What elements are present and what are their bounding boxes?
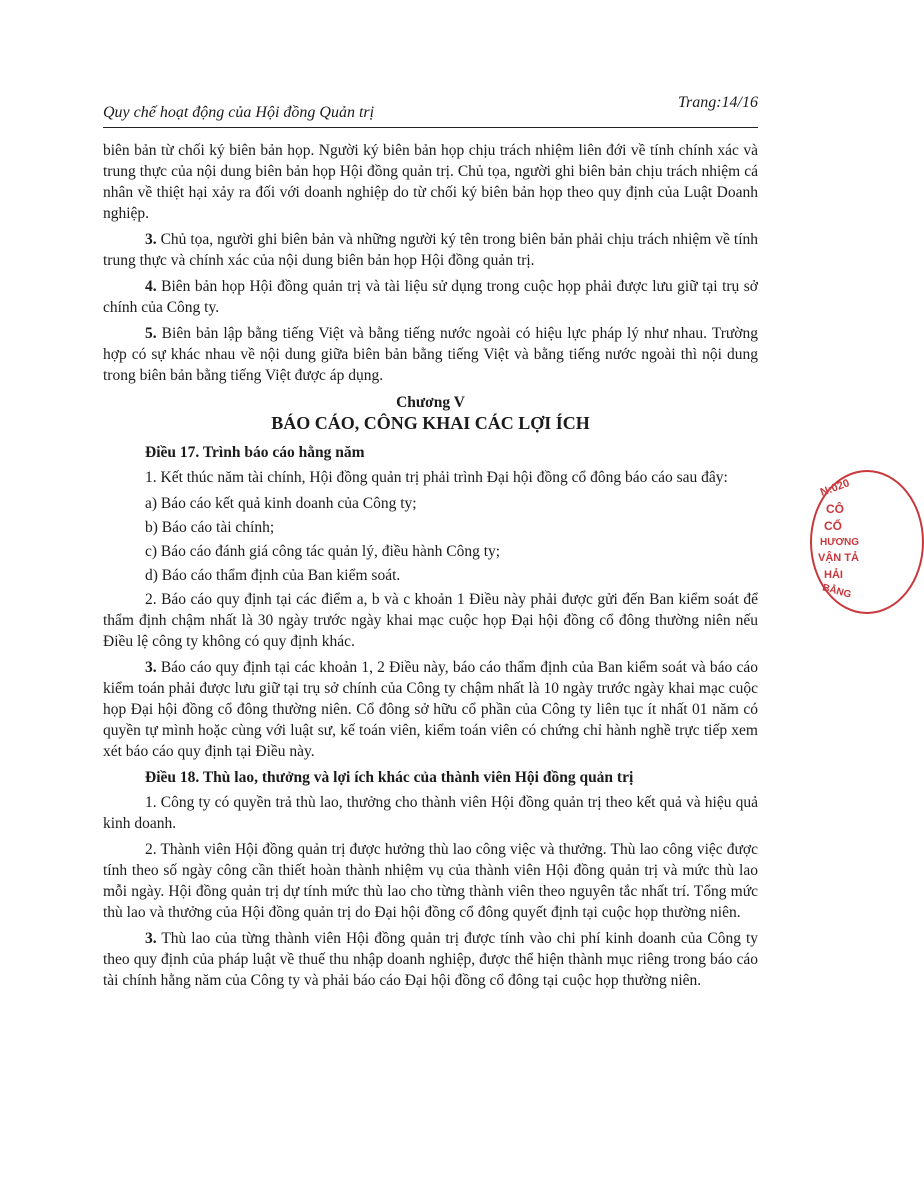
paragraph-5 (103, 323, 758, 386)
clause-text: Kết thúc năm tài chính, Hội đồng quản trị phải trình Đại hội đồng cổ đông báo cáo sau đây: (160, 469, 728, 486)
clause-number: 3. (145, 231, 157, 248)
clause-text: Biên bản họp Hội đồng quản trị và tài liệu sử dụng trong cuộc họp phải được lưu giữ tại trụ sở chính của Công ty. (103, 278, 758, 316)
clause-number: 3. (145, 659, 157, 676)
chapter-label: Chương V (396, 394, 465, 411)
company-seal-stamp (810, 470, 924, 614)
stamp-text: N:020 (818, 477, 852, 499)
article-18-title: Điều 18. Thù lao, thưởng và lợi ích khác của thành viên Hội đồng quản trị (145, 769, 634, 786)
document-body (103, 140, 758, 996)
stamp-text: CÔ (826, 502, 844, 516)
article-18-clause-1 (103, 792, 758, 834)
clause-text: Biên bản lập bằng tiếng Việt và bằng tiếng nước ngoài có hiệu lực pháp lý như nhau. Trường hợp có sự khác nhau về nội dung giữa biên bản bằng tiếng Việt và bằng tiếng nước ngoài thì nội dung trong biên bản bằng tiếng Việt được áp dụng. (103, 325, 758, 384)
article-17-clause-3 (103, 657, 758, 762)
clause-text: Thành viên Hội đồng quản trị được hưởng thù lao công việc và thưởng. Thù lao công việc được tính theo số ngày công cần thiết hoàn thành nhiệm vụ của thành viên Hội đồng quản trị và mức thù lao mỗi ngày. Hội đồng quản trị dự tính mức thù lao cho từng thành viên theo nguyên tắc nhất trí. Tổng mức thù lao và thưởng của Hội đồng quản trị do Đại hội đồng cổ đông quyết định tại cuộc họp thường niên. (103, 841, 758, 921)
stamp-text: BẰNG (821, 582, 853, 601)
clause-text: Báo cáo quy định tại các điểm a, b và c khoản 1 Điều này phải được gửi đến Ban kiểm soát để thẩm định chậm nhất là 30 ngày trước ngày khai mạc cuộc họp Đại hội đồng cổ đông thường niên nếu Điều lệ công ty không có quy định khác. (103, 591, 759, 650)
clause-number: 3. (145, 930, 157, 947)
clause-text: Công ty có quyền trả thù lao, thưởng cho thành viên Hội đồng quản trị theo kết quả và hiệu quả kinh doanh. (103, 794, 758, 832)
article-18-clause-3 (103, 928, 758, 991)
article-17-item-d: d) Báo cáo thẩm định của Ban kiểm soát. (145, 567, 401, 584)
paragraph-3 (103, 229, 758, 271)
stamp-text: HẢI (824, 569, 843, 581)
article-17-item-a: a) Báo cáo kết quả kinh doanh của Công ty; (145, 495, 417, 512)
page-number: Trang:14/16 (677, 94, 758, 111)
article-17-clause-1 (103, 467, 758, 488)
clause-number: 1. (145, 469, 157, 486)
clause-text: Thù lao của từng thành viên Hội đồng quản trị được tính vào chi phí kinh doanh của Công ty theo quy định của pháp luật về thuế thu nhập doanh nghiệp, được thể hiện thành mục riêng trong báo cáo tài chính hằng năm của Công ty và phải báo cáo Đại hội đồng cổ đông tại cuộc họp thường niên. (103, 930, 758, 989)
article-18-clause-2 (103, 839, 758, 923)
article-17-clause-2 (103, 589, 758, 652)
stamp-text: VẬN TẢ (818, 552, 859, 564)
article-17-item-c: c) Báo cáo đánh giá công tác quản lý, điều hành Công ty; (145, 543, 501, 560)
clause-number: 2. (145, 841, 157, 858)
chapter-title: BÁO CÁO, CÔNG KHAI CÁC LỢI ÍCH (271, 413, 590, 433)
clause-text: Chủ tọa, người ghi biên bản và những người ký tên trong biên bản phải chịu trách nhiệm về tính trung thực và chính xác của nội dung biên bản họp Hội đồng quản trị. (103, 231, 758, 269)
clause-number: 2. (145, 591, 157, 608)
clause-number: 4. (145, 278, 157, 295)
header-title: Quy chế hoạt động của Hội đồng Quản trị (103, 104, 375, 121)
paragraph-continued: biên bản từ chối ký biên bản họp. Người ký biên bản họp chịu trách nhiệm liên đới về tính chính xác và trung thực của nội dung biên bản họp Hội đồng quản trị. Chủ tọa, người ghi biên bản chịu trách nhiệm cá nhân về thiệt hại xảy ra đối với doanh nghiệp do từ chối ký biên bản họp theo quy định của Luật Doanh nghiệp. (103, 142, 758, 222)
clause-text: Báo cáo quy định tại các khoản 1, 2 Điều này, báo cáo thẩm định của Ban kiểm soát và báo cáo kiểm toán phải được lưu giữ tại trụ sở chính của Công ty chậm nhất là 10 ngày trước ngày khai mạc cuộc họp Đại hội đồng cổ đông thường niên. Cổ đông sở hữu cổ phần của Công ty liên tục ít nhất 01 năm có quyền tự mình hoặc cùng với luật sư, kế toán viên, kiểm toán viên có chứng chỉ hành nghề trực tiếp xem xét báo cáo quy định tại Điều này. (103, 659, 758, 760)
article-17-title: Điều 17. Trình báo cáo hằng năm (145, 444, 365, 461)
clause-number: 1. (145, 794, 157, 811)
paragraph-4 (103, 276, 758, 318)
clause-number: 5. (145, 325, 157, 342)
stamp-text: CỔ (824, 519, 842, 533)
article-17-item-b: b) Báo cáo tài chính; (145, 519, 275, 536)
header-rule (103, 127, 758, 128)
stamp-text: HƯƠNG (820, 537, 860, 548)
